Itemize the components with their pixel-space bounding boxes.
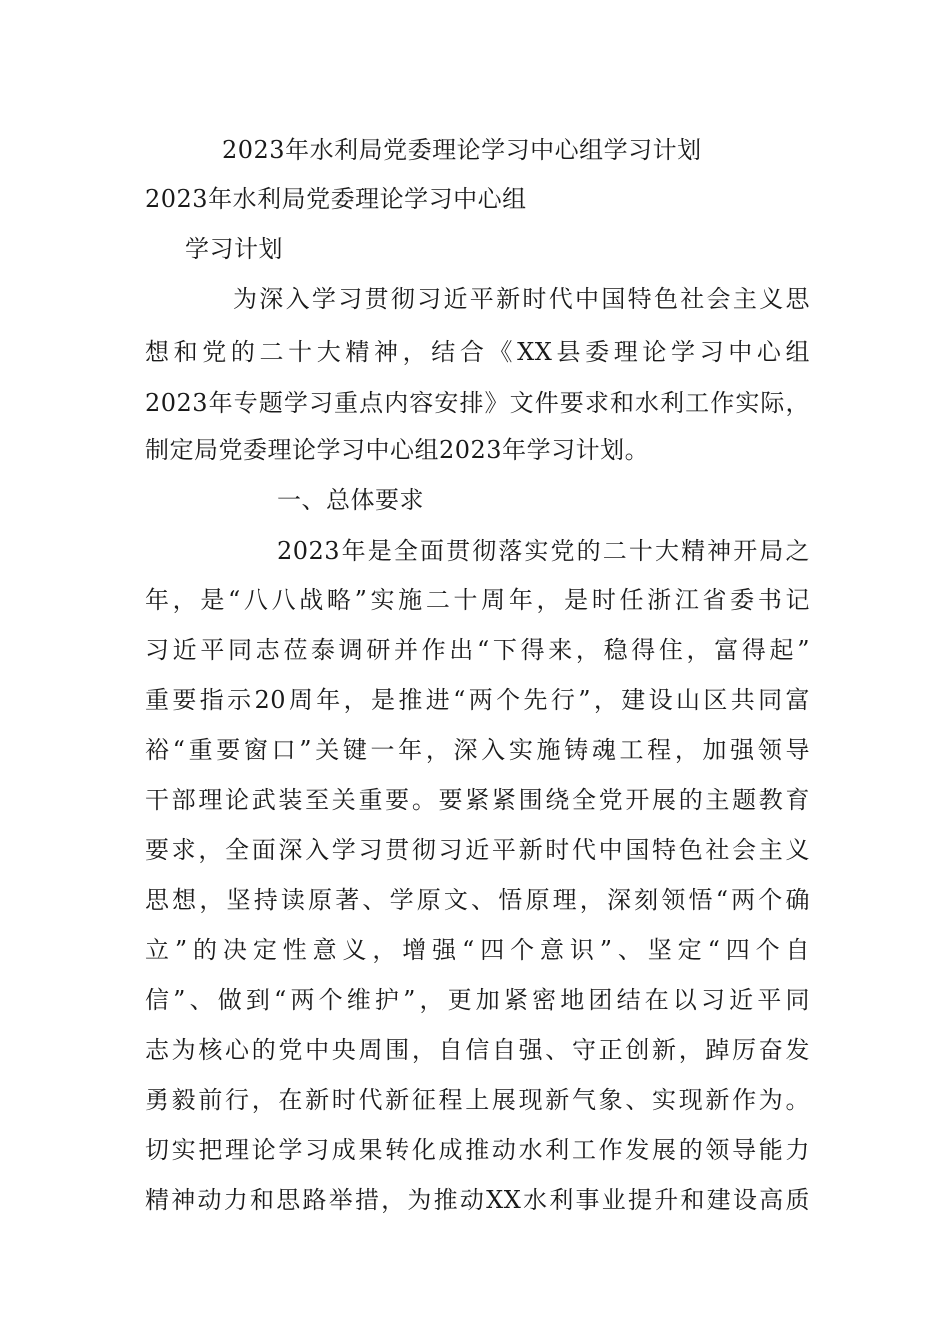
section-line: 年，是“八八战略”实施二十周年，是时任浙江省委书记 (145, 586, 810, 614)
section-line: 要求，全面深入学习贯彻习近平新时代中国特色社会主义 (145, 836, 810, 864)
intro-line: 想和党的二十大精神，结合《XX县委理论学习中心组 (145, 338, 810, 366)
intro-line: 制定局党委理论学习中心组2023年学习计划。 (145, 436, 650, 464)
section-line: 切实把理论学习成果转化成推动水利工作发展的领导能力 (145, 1136, 810, 1164)
section-line: 思想，坚持读原著、学原文、悟原理，深刻领悟“两个确 (145, 886, 810, 914)
intro-line: 2023年专题学习重点内容安排》文件要求和水利工作实际， (145, 389, 810, 417)
section-line: 信”、做到“两个维护”，更加紧密地团结在以习近平同 (145, 986, 810, 1014)
section-line: 立”的决定性意义，增强“四个意识”、坚定“四个自 (145, 936, 810, 964)
section-line: 2023年是全面贯彻落实党的二十大精神开局之 (277, 537, 810, 565)
section-line: 重要指示20周年，是推进“两个先行”，建设山区共同富 (145, 686, 810, 714)
section-line: 习近平同志莅泰调研并作出“下得来，稳得住，富得起” (145, 636, 810, 664)
section-line: 裕“重要窗口”关键一年，深入实施铸魂工程，加强领导 (145, 736, 810, 764)
section-line: 干部理论武装至关重要。要紧紧围绕全党开展的主题教育 (145, 786, 810, 814)
subtitle-line-2: 学习计划 (185, 235, 283, 263)
section-line: 勇毅前行，在新时代新征程上展现新气象、实现新作为。 (145, 1086, 810, 1114)
subtitle-line-1: 2023年水利局党委理论学习中心组 (145, 185, 527, 213)
section-line: 精神动力和思路举措，为推动XX水利事业提升和建设高质 (145, 1186, 810, 1214)
intro-line: 为深入学习贯彻习近平新时代中国特色社会主义思 (233, 285, 810, 313)
section-heading: 一、总体要求 (277, 486, 424, 514)
section-line: 志为核心的党中央周围，自信自强、守正创新，踔厉奋发 (145, 1036, 810, 1064)
document-title: 2023年水利局党委理论学习中心组学习计划 (222, 136, 702, 164)
